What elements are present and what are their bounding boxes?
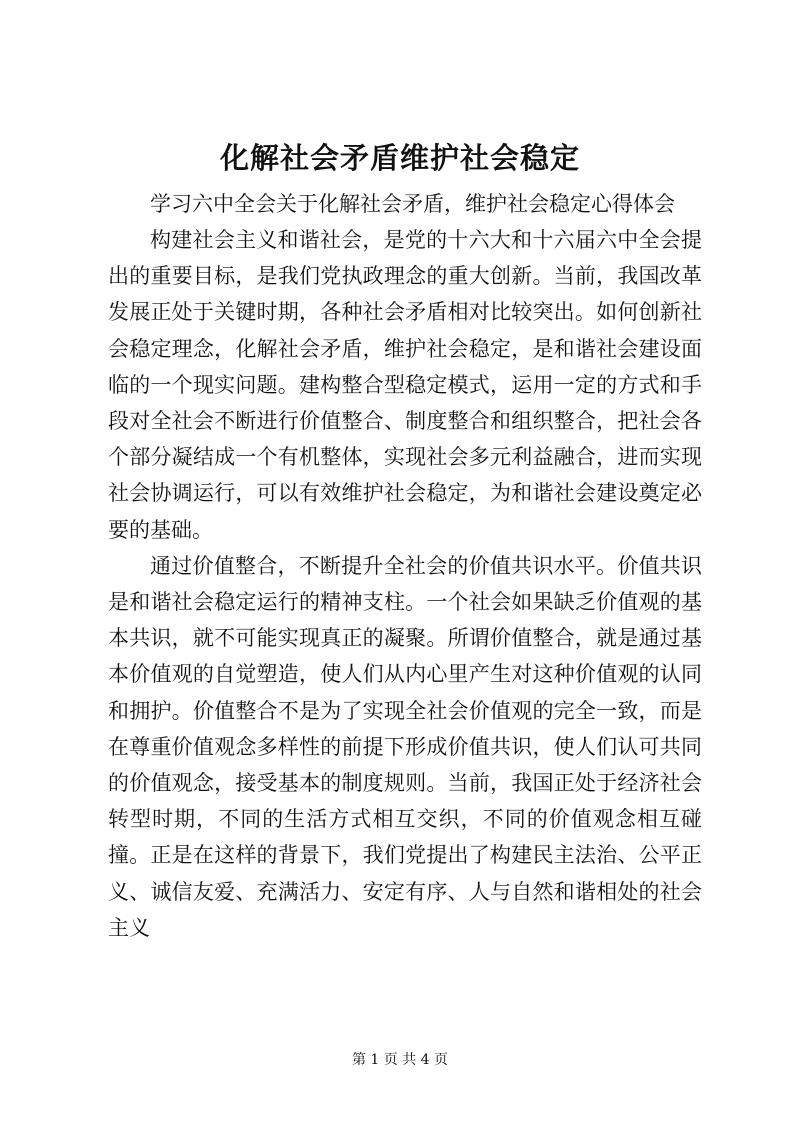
document-title: 化解社会矛盾维护社会稳定 (219, 141, 580, 175)
document-body (108, 186, 702, 946)
document-subtitle: 学习六中全会关于化解社会矛盾，维护社会稳定心得体会 (150, 192, 675, 216)
page-number: 第 1 页 共 4 页 (351, 1052, 449, 1068)
paragraph-2: 通过价值整合，不断提升全社会的价值共识水平。价值共识是和谐社会稳定运行的精神支柱。一个社会如果缺乏价值观的基本共识，就不可能实现真正的凝聚。所谓价值整合，就是通过基本价值观的自觉塑造，使人们从内心里产生对这种价值观的认同和拥护。价值整合不是为了实现全社会价值观的完全一致，而是在尊重价值观念多样性的前提下形成价值共识，使人们认可共同的价值观念，接受基本的制度规则。当前，我国正处于经济社会转型时期，不同的生活方式相互交织，不同的价值观念相互碰撞。正是在这样的背景下，我们党提出了构建民主法治、公平正义、诚信友爱、充满活力、安定有序、人与自然和谐相处的社会主义 (108, 553, 702, 940)
paragraph-1: 构建社会主义和谐社会，是党的十六大和十六届六中全会提出的重要目标，是我们党执政理念的重大创新。当前，我国改革发展正处于关键时期，各种社会矛盾相对比较突出。如何创新社会稳定理念，化解社会矛盾，维护社会稳定，是和谐社会建设面临的一个现实问题。建构整合型稳定模式，运用一定的方式和手段对全社会不断进行价值整合、制度整合和组织整合，把社会各个部分凝结成一个有机整体，实现社会多元利益融合，进而实现社会协调运行，可以有效维护社会稳定，为和谐社会建设奠定必要的基础。 (108, 228, 702, 542)
